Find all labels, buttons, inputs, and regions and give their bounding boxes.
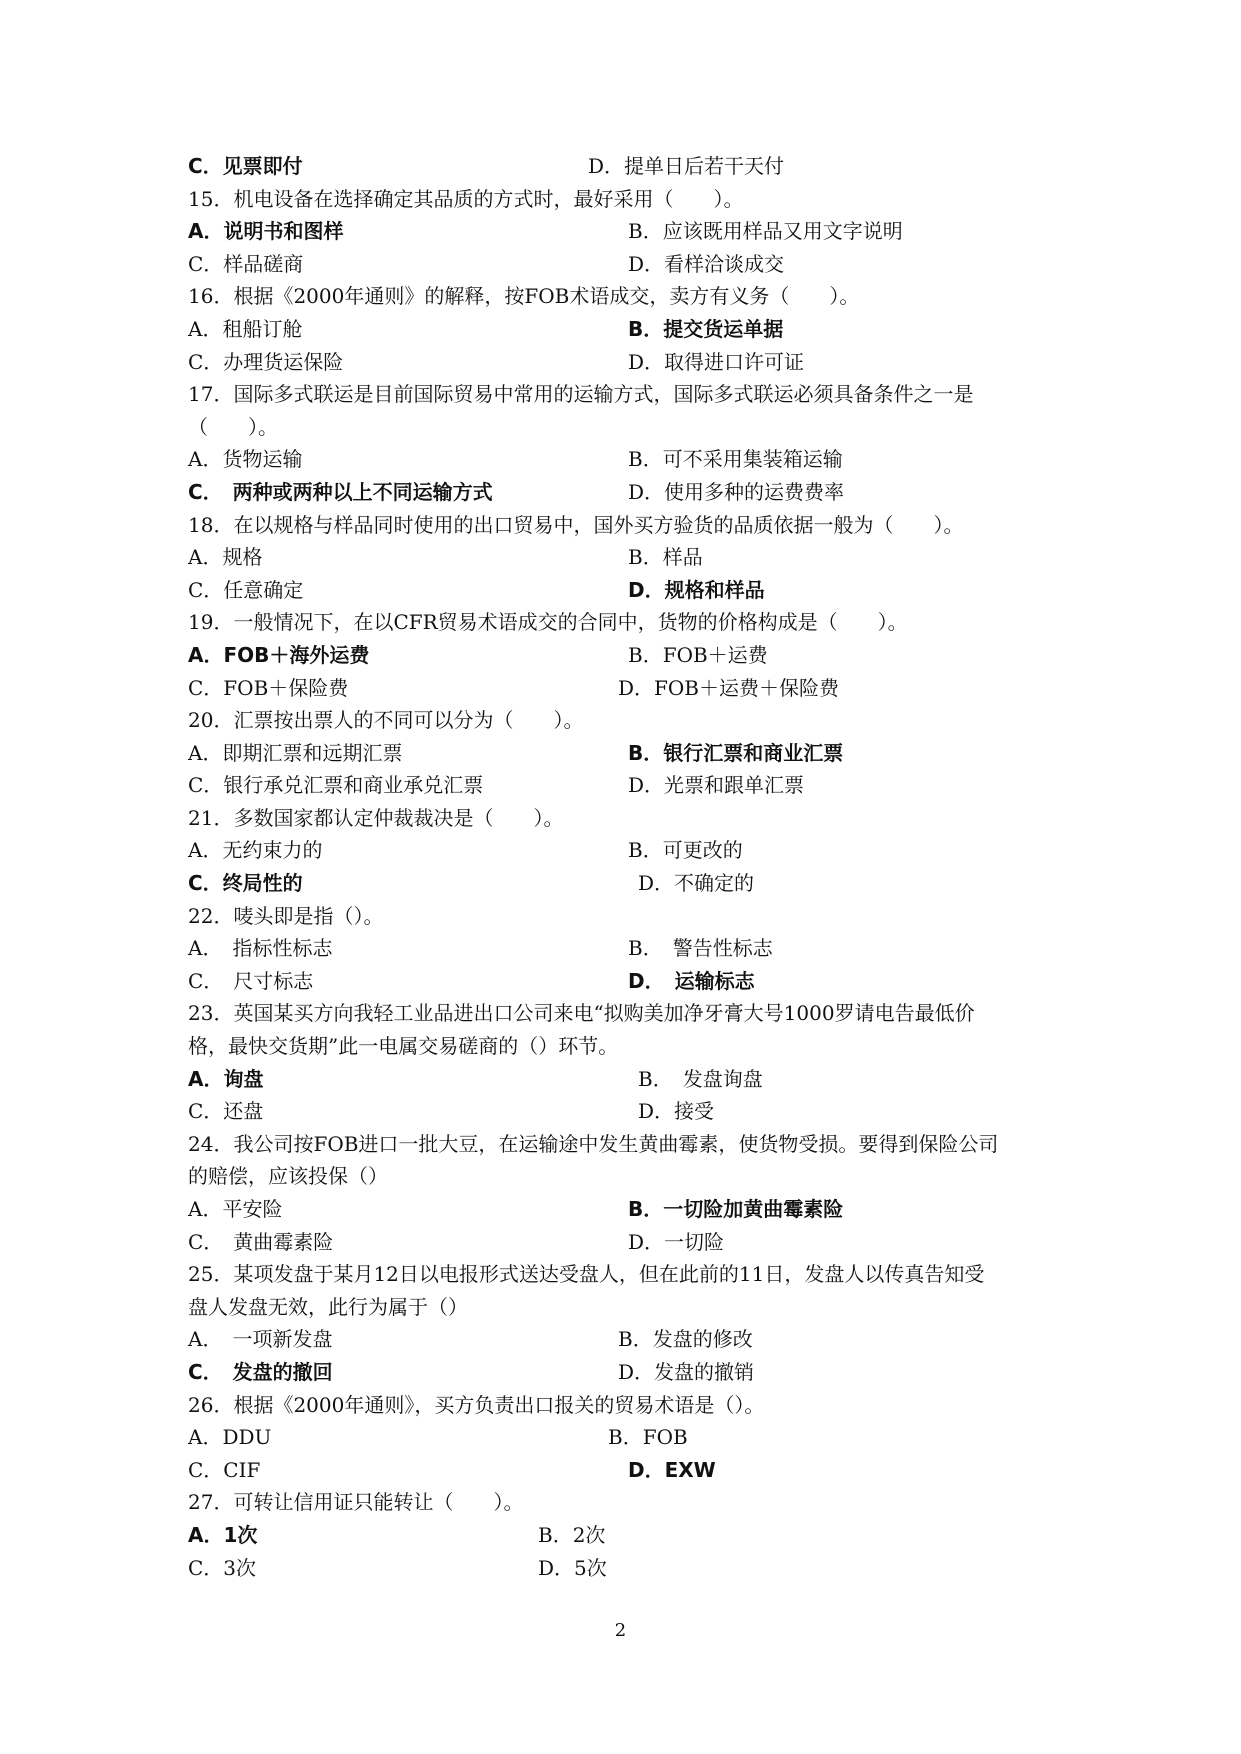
question-text: 19．一般情况下，在以CFR贸易术语成交的合同中，货物的价格构成是（ ）。 (188, 610, 908, 635)
answer-option: C．还盘 (188, 1099, 264, 1124)
answer-options-row (188, 1519, 1058, 1552)
answer-option: B．FOB (608, 1425, 688, 1450)
answer-options-row (188, 1226, 1058, 1259)
question-text: 21．多数国家都认定仲裁裁决是（ ）。 (188, 805, 564, 830)
answer-options-row (188, 476, 1058, 509)
answer-option: B．样品 (628, 545, 703, 570)
answer-options-row (188, 313, 1058, 346)
question-text: 20．汇票按出票人的不同可以分为（ ）。 (188, 708, 584, 733)
answer-option: A．DDU (188, 1425, 272, 1450)
answer-options-row (188, 1552, 1058, 1585)
answer-options-row (188, 1421, 1058, 1454)
answer-options-row (188, 1323, 1058, 1356)
answer-options-row (188, 639, 1058, 672)
answer-option: A．说明书和图样 (188, 219, 344, 244)
answer-option: A．租船订舱 (188, 316, 303, 341)
answer-options-row (188, 574, 1058, 607)
answer-option: B．应该既用样品又用文字说明 (628, 219, 903, 244)
answer-option: C． 两种或两种以上不同运输方式 (188, 479, 493, 504)
question-text: 18．在以规格与样品同时使用的出口贸易中，国外买方验货的品质依据一般为（ ）。 (188, 512, 964, 537)
answer-options-row (188, 443, 1058, 476)
answer-options-row (188, 1454, 1058, 1487)
answer-option: B．银行汇票和商业汇票 (628, 740, 844, 765)
question-list (188, 150, 1058, 1584)
answer-option: D．一切险 (628, 1229, 725, 1254)
question-text: 24．我公司按FOB进口一批大豆，在运输途中发生黄曲霉素，使货物受损。要得到保险公司 (188, 1131, 999, 1156)
answer-option: B．FOB＋运费 (628, 642, 768, 667)
answer-options-row (188, 215, 1058, 248)
question-text: 格，最快交货期”此一电属交易磋商的（）环节。 (188, 1034, 619, 1059)
answer-option: C．3次 (188, 1555, 257, 1580)
answer-option: A．规格 (188, 545, 263, 570)
answer-option: C．样品磋商 (188, 251, 304, 276)
answer-option: B．可不采用集装箱运输 (628, 447, 843, 472)
answer-option: C． 发盘的撤回 (188, 1359, 333, 1384)
question-text: 16．根据《2000年通则》的解释，按FOB术语成交，卖方有义务（ ）。 (188, 284, 860, 309)
answer-options-row (188, 672, 1058, 705)
answer-options-row (188, 1193, 1058, 1226)
answer-option: B．一切险加黄曲霉素险 (628, 1197, 844, 1221)
answer-option: C．任意确定 (188, 577, 304, 602)
answer-option: A．即期汇票和远期汇票 (188, 740, 403, 765)
answer-option: A．1次 (188, 1522, 258, 1547)
answer-options-row (188, 150, 1058, 183)
answer-option: D．EXW (628, 1457, 716, 1482)
answer-option: B．2次 (538, 1522, 606, 1547)
answer-option: C．终局性的 (188, 871, 303, 896)
question-text: 15．机电设备在选择确定其品质的方式时，最好采用（ ）。 (188, 186, 744, 211)
answer-options-row (188, 867, 1058, 900)
question-text: 盘人发盘无效，此行为属于（） (188, 1294, 468, 1319)
answer-option: A．FOB＋海外运费 (188, 642, 370, 667)
question-text: 22．唛头即是指（）。 (188, 903, 384, 928)
answer-option: C．见票即付 (188, 154, 303, 178)
answer-option: A． 指标性标志 (188, 936, 333, 961)
answer-option: A．平安险 (188, 1197, 283, 1221)
answer-options-row (188, 737, 1058, 770)
answer-option: C．CIF (188, 1457, 261, 1482)
question-text: 23．英国某买方向我轻工业品进出口公司来电“拟购美加净牙膏大号1000罗请电告最低价 (188, 1001, 975, 1026)
answer-option: D．光票和跟单汇票 (628, 773, 805, 798)
question-text: 17．国际多式联运是目前国际贸易中常用的运输方式，国际多式联运必须具备条件之一是 (188, 382, 974, 407)
answer-option: D．提单日后若干天付 (588, 154, 785, 178)
answer-option: D．接受 (638, 1099, 715, 1124)
answer-options-row (188, 1356, 1058, 1389)
answer-options-row (188, 541, 1058, 574)
answer-option: D． 运输标志 (628, 968, 755, 993)
page-number: 2 (614, 1620, 627, 1641)
answer-option: D．发盘的撤销 (618, 1359, 755, 1384)
answer-option: D．取得进口许可证 (628, 349, 805, 374)
answer-option: A．无约束力的 (188, 838, 323, 863)
answer-option: B． 发盘询盘 (638, 1066, 763, 1091)
answer-options-row (188, 346, 1058, 379)
answer-option: A．询盘 (188, 1066, 264, 1091)
answer-options-row (188, 965, 1058, 998)
question-text: 25．某项发盘于某月12日以电报形式送达受盘人，但在此前的11日，发盘人以传真告知受 (188, 1262, 985, 1287)
answer-options-row (188, 834, 1058, 867)
answer-option: C．银行承兑汇票和商业承兑汇票 (188, 773, 484, 798)
question-text: 27．可转让信用证只能转让（ ）。 (188, 1490, 524, 1515)
question-text: 的赔偿，应该投保（） (188, 1164, 388, 1189)
answer-option: D．使用多种的运费费率 (628, 479, 845, 504)
question-text: 26．根据《2000年通则》，买方负责出口报关的贸易术语是（）。 (188, 1392, 765, 1417)
answer-option: B．发盘的修改 (618, 1327, 753, 1352)
answer-options-row (188, 1095, 1058, 1128)
answer-option: A．货物运输 (188, 447, 303, 472)
answer-option: D．5次 (538, 1555, 607, 1580)
answer-option: D．规格和样品 (628, 577, 765, 602)
answer-option: C．FOB＋保险费 (188, 675, 349, 700)
answer-option: B．可更改的 (628, 838, 743, 863)
answer-options-row (188, 769, 1058, 802)
question-text: （ ）。 (188, 414, 278, 439)
answer-option: A． 一项新发盘 (188, 1327, 333, 1352)
answer-options-row (188, 248, 1058, 281)
answer-option: D．FOB＋运费＋保险费 (618, 675, 840, 700)
answer-option: C． 黄曲霉素险 (188, 1229, 334, 1254)
answer-option: B． 警告性标志 (628, 936, 773, 961)
answer-option: D．看样洽谈成交 (628, 251, 785, 276)
answer-option: B．提交货运单据 (628, 316, 784, 341)
answer-option: D．不确定的 (638, 871, 755, 896)
answer-options-row (188, 1063, 1058, 1096)
answer-options-row (188, 932, 1058, 965)
answer-option: C．办理货运保险 (188, 349, 344, 374)
answer-option: C． 尺寸标志 (188, 968, 314, 993)
